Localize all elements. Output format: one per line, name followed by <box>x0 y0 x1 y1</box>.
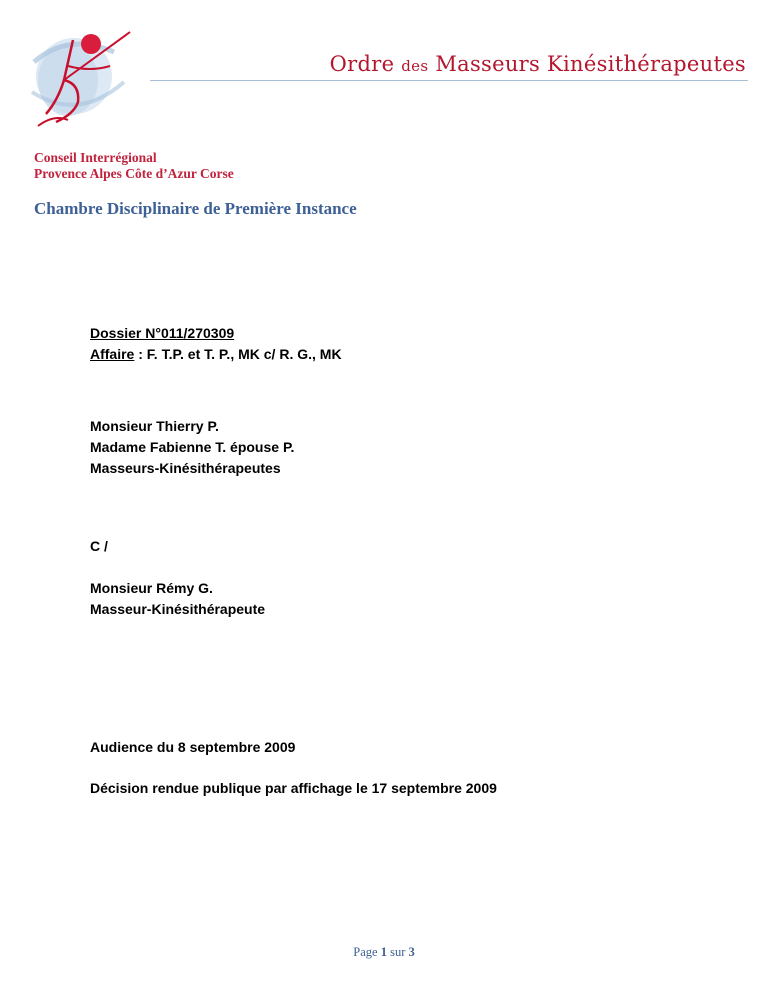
ordre-logo-icon <box>28 22 138 130</box>
footer-page-word: Page <box>353 945 381 959</box>
organization-title <box>330 52 746 76</box>
affaire-text: : F. T.P. et T. P., MK c/ R. G., MK <box>134 346 342 362</box>
conseil-line-2: Provence Alpes Côte d’Azur Corse <box>34 166 234 181</box>
dossier-number: Dossier N°011/270309 <box>90 325 235 341</box>
footer-page-of: sur <box>386 945 409 959</box>
page-footer <box>0 945 768 960</box>
defendant-line: Masseur-Kinésithérapeute <box>90 601 266 617</box>
audience-date: Audience du 8 septembre 2009 <box>90 739 296 755</box>
affaire-label: Affaire <box>90 346 135 362</box>
decision-statement: Décision rendue publique par affichage le 17 septembre 2009 <box>90 780 497 796</box>
conseil-block <box>34 150 234 182</box>
org-title-part2: Masseurs Kinésithérapeutes <box>428 52 746 76</box>
org-title-des: des <box>401 57 429 75</box>
org-title-part1: Ordre <box>329 52 402 76</box>
plaintiff-line: Monsieur Thierry P. <box>90 418 219 434</box>
plaintiffs-block <box>90 416 294 479</box>
plaintiff-line: Masseurs-Kinésithérapeutes <box>90 460 281 476</box>
versus-label: C / <box>90 538 108 554</box>
conseil-line-1: Conseil Interrégional <box>34 150 157 165</box>
plaintiff-line: Madame Fabienne T. épouse P. <box>90 439 295 455</box>
footer-page-total: 3 <box>408 945 415 959</box>
defendant-block <box>90 578 265 620</box>
footer-page-current: 1 <box>380 945 387 959</box>
chambre-title: Chambre Disciplinaire de Première Instance <box>34 199 357 218</box>
header-divider <box>150 80 748 81</box>
defendant-line: Monsieur Rémy G. <box>90 580 213 596</box>
dossier-block <box>90 323 342 365</box>
affaire-line <box>90 344 342 365</box>
